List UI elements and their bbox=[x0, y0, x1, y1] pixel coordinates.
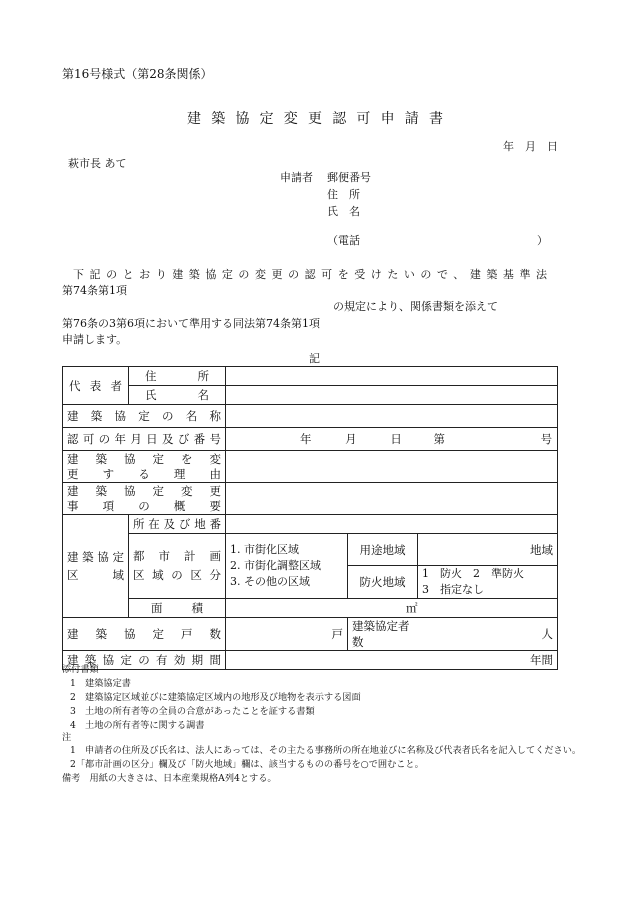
rep-address-label: 住所 bbox=[129, 367, 226, 386]
parties-cell[interactable] bbox=[348, 618, 558, 651]
body-option1: 第74条第1項 bbox=[62, 284, 127, 297]
attachment-item: 4 土地の所有者等に関する調書 bbox=[70, 720, 205, 731]
page-title: 建築協定変更認可申請書 bbox=[187, 111, 443, 127]
area-size-field[interactable]: ㎡ bbox=[226, 599, 558, 618]
applicant-label: 申請者 bbox=[280, 171, 313, 184]
cityplan-label: 都市計画 区域の区分 bbox=[129, 534, 226, 599]
summary-label: 建築協定変更 事項の概要 bbox=[63, 483, 226, 515]
body-option2: 第76条の3第6項において準用する同法第74条第1項 bbox=[62, 317, 320, 330]
validity-label: 建築協定の有効期間 bbox=[63, 651, 226, 670]
applicant-postal: 郵便番号 bbox=[327, 171, 371, 184]
parties-label: 建築協定者数 bbox=[352, 619, 410, 649]
body-line2: の規定により、関係書類を添えて bbox=[333, 300, 498, 313]
applicant-name: 氏 名 bbox=[327, 205, 360, 218]
note-item: 1 申請者の住所及び氏名は、法人にあっては、その主たる事務所の所在地並びに名称及び代表者氏名を記入してください。 bbox=[70, 745, 582, 756]
note-item: 2「都市計画の区分」欄及び「防火地域」欄は、該当するものの番号を○で囲むこと。 bbox=[70, 759, 424, 770]
area-size-label: 面積 bbox=[129, 599, 226, 618]
reason-field[interactable] bbox=[226, 451, 558, 483]
approval-field[interactable]: 年 月 日 第 号 bbox=[226, 428, 558, 451]
addressee: 萩市長 あて bbox=[68, 157, 127, 170]
attachment-item: 1 建築協定書 bbox=[70, 678, 131, 689]
remarks: 備考 用紙の大きさは、日本産業規格A列4とする。 bbox=[62, 773, 277, 784]
validity-field[interactable]: 年間 bbox=[226, 651, 558, 670]
summary-field[interactable] bbox=[226, 483, 558, 515]
attachments-heading: 添付書類 bbox=[62, 664, 99, 675]
houses-field[interactable]: 戸 bbox=[226, 618, 348, 651]
houses-label: 建築協定戸数 bbox=[63, 618, 226, 651]
fire-zone-label: 防火地域 bbox=[348, 566, 418, 599]
body-line3: 申請します。 bbox=[62, 333, 128, 346]
reason-label: 建築協定を変 更する理由 bbox=[63, 451, 226, 483]
form-number: 第16号様式（第28条関係） bbox=[62, 67, 213, 81]
notes-heading: 注 bbox=[62, 732, 72, 743]
area-label: 建築協定 区域 bbox=[63, 515, 129, 618]
date-line: 年 月 日 bbox=[503, 140, 558, 153]
applicant-address: 住 所 bbox=[327, 188, 360, 201]
applicant-phone-open: （電話 bbox=[327, 234, 360, 247]
attachment-item: 2 建築協定区域並びに建築協定区域内の地形及び地物を表示する図面 bbox=[70, 692, 361, 703]
applicant-phone-close: ） bbox=[537, 234, 548, 247]
location-label: 所在及び地番 bbox=[129, 515, 226, 534]
use-zone-label: 用途地域 bbox=[348, 534, 418, 566]
body-line1: 下記のとおり建築協定の変更の認可を受けたいので、建築基準法 bbox=[73, 268, 547, 281]
location-field[interactable] bbox=[226, 515, 558, 534]
fire-zone-options[interactable]: 1 防火 2 準防火 3 指定なし bbox=[418, 566, 558, 599]
ki-label: 記 bbox=[309, 352, 320, 365]
rep-name-label: 氏名 bbox=[129, 386, 226, 405]
use-zone-field[interactable]: 地域 bbox=[418, 534, 558, 566]
parties-unit: 人 bbox=[541, 627, 553, 641]
application-table bbox=[62, 366, 558, 670]
rep-name-field[interactable] bbox=[226, 386, 558, 405]
agreement-name-label: 建築協定の名称 bbox=[63, 405, 226, 428]
rep-address-field[interactable] bbox=[226, 367, 558, 386]
approval-label: 認可の年月日及び番号 bbox=[63, 428, 226, 451]
cityplan-options[interactable]: 1. 市街化区域 2. 市街化調整区域 3. その他の区域 bbox=[226, 534, 348, 599]
attachment-item: 3 土地の所有者等の全員の合意があったことを証する書類 bbox=[70, 706, 315, 717]
representative-label: 代表者 bbox=[63, 367, 129, 405]
agreement-name-field[interactable] bbox=[226, 405, 558, 428]
